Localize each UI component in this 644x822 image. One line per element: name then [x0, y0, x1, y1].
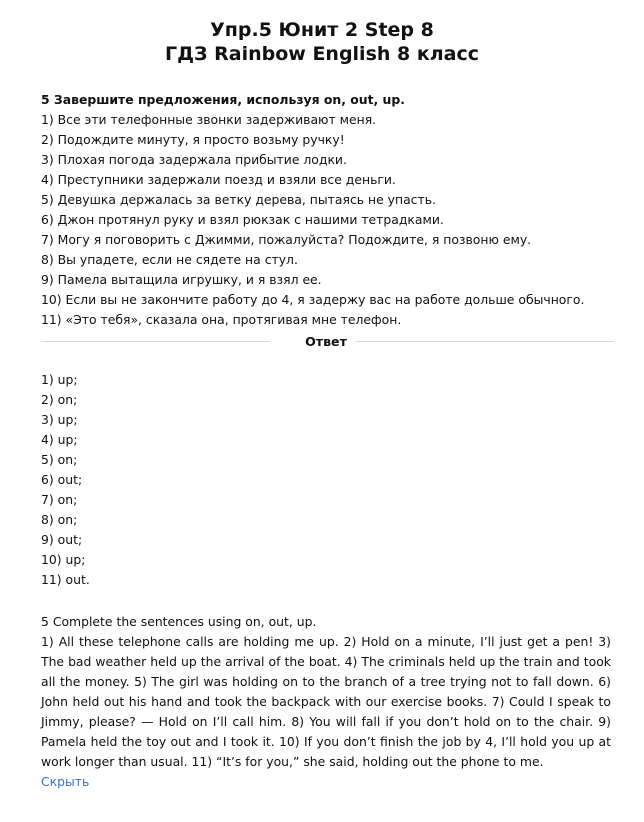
answer-item: 10) up; — [41, 552, 86, 567]
answer-item: 11) out. — [41, 572, 90, 587]
answer-heading: Ответ — [305, 334, 347, 349]
answer-item: 8) on; — [41, 512, 78, 527]
task-sentence: 8) Вы упадете, если не сядете на стул. — [41, 252, 298, 267]
answer-item: 4) up; — [41, 432, 78, 447]
answer-item: 3) up; — [41, 412, 78, 427]
title-line-exercise: Упр.5 Юнит 2 Step 8 — [210, 19, 434, 41]
divider-line-right — [356, 341, 614, 342]
title-line-book: ГДЗ Rainbow English 8 класс — [164, 43, 480, 65]
answer-item: 6) out; — [41, 472, 83, 487]
answer-item: 9) out; — [41, 532, 83, 547]
english-translation — [41, 612, 611, 792]
hide-link[interactable]: Скрыть — [41, 774, 90, 789]
answer-list — [41, 370, 611, 590]
task-sentence: 9) Памела вытащила игрушку, и я взял ее. — [41, 272, 322, 287]
task-sentence: 5) Девушка держалась за ветку дерева, пытаясь не упасть. — [41, 192, 436, 207]
answer-item: 7) on; — [41, 492, 78, 507]
page-title — [0, 18, 644, 66]
task-heading: 5 Завершите предложения, используя on, out, up. — [41, 92, 405, 107]
english-heading: 5 Complete the sentences using on, out, up. — [41, 614, 317, 629]
task-sentence: 4) Преступники задержали поезд и взяли все деньги. — [41, 172, 396, 187]
english-paragraph: 1) All these telephone calls are holding me up. 2) Hold on a minute, I’ll just get a pen! 3) The bad weather held up the arrival of the boat. 4) The criminals held up the train and took all the money. 5) The girl was holding on to the branch of a tree trying not to fall down. 6) John held out his hand and took the backpack with our exercise books. 7) Could I speak to Jimmy, please? — Hold on I’ll call him. 8) You will fall if you don’t hold on to the chair. 9) Pamela held the toy out and I took it. 10) If you don’t finish the job by 4, I’ll hold you up at work longer than usual. 11) “It’s for you,” she said, holding out the phone to me. — [41, 634, 611, 769]
answer-item: 5) on; — [41, 452, 78, 467]
task-sentence: 1) Все эти телефонные звонки задерживают меня. — [41, 112, 377, 127]
answer-item: 2) on; — [41, 392, 78, 407]
task-sentence: 6) Джон протянул руку и взял рюкзак с нашими тетрадками. — [41, 212, 444, 227]
answer-divider — [41, 332, 611, 352]
answer-item: 1) up; — [41, 372, 78, 387]
task-sentences — [41, 110, 611, 330]
content — [41, 90, 611, 792]
task-sentence: 2) Подождите минуту, я просто возьму ручку! — [41, 132, 345, 147]
task-sentence: 3) Плохая погода задержала прибытие лодки. — [41, 152, 347, 167]
task-sentence: 10) Если вы не закончите работу до 4, я задержу вас на работе дольше обычного. — [41, 292, 585, 307]
task-sentence: 11) «Это тебя», сказала она, протягивая мне телефон. — [41, 312, 402, 327]
task-sentence: 7) Могу я поговорить с Джимми, пожалуйста? Подождите, я позвоню ему. — [41, 232, 532, 247]
